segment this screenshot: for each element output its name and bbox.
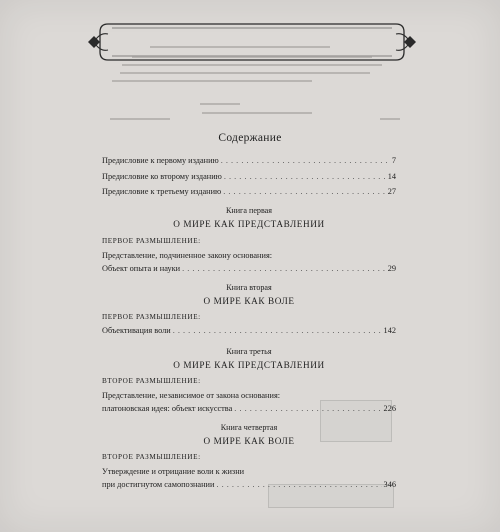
toc-entry-text: при достигнутом самопознании	[102, 480, 215, 489]
toc-entry-text: Объективация воли	[102, 326, 171, 335]
toc-entry-book-3[interactable]	[102, 404, 396, 413]
leader-dots	[234, 404, 381, 413]
toc-entry-preface-1[interactable]	[102, 156, 396, 165]
toc-entry-text: Предисловие к первому изданию	[102, 156, 219, 165]
book-2-section: ПЕРВОЕ РАЗМЫШЛЕНИЕ:	[102, 313, 201, 321]
leader-dots	[223, 187, 385, 196]
leader-dots	[173, 326, 382, 335]
toc-entry-text: Предисловие к третьему изданию	[102, 187, 222, 196]
book-3-label: Книга третья	[226, 347, 272, 356]
book-4-title: О МИРЕ КАК ВОЛЕ	[203, 436, 295, 446]
toc-entry-text: Предисловие ко второму изданию	[102, 172, 222, 181]
leader-dots	[224, 172, 386, 181]
toc-entry-page: 226	[383, 404, 396, 413]
leader-dots	[216, 480, 381, 489]
leader-dots	[182, 264, 386, 273]
toc-entry-book-2[interactable]	[102, 326, 396, 335]
toc-entry-book-1[interactable]	[102, 264, 396, 273]
book-4-section: ВТОРОЕ РАЗМЫШЛЕНИЕ:	[102, 453, 201, 461]
book-2-label: Книга вторая	[226, 283, 272, 292]
page-title: Содержание	[218, 132, 282, 144]
toc-entry-preface-2[interactable]	[102, 172, 396, 181]
toc-entry-page: 14	[387, 172, 396, 181]
toc-entry-book-4[interactable]	[102, 480, 396, 489]
book-3-section: ВТОРОЕ РАЗМЫШЛЕНИЕ:	[102, 377, 201, 385]
toc-entry-page: 29	[387, 264, 396, 273]
toc-entry-page: 7	[391, 156, 396, 165]
book-1-section: ПЕРВОЕ РАЗМЫШЛЕНИЕ:	[102, 237, 201, 245]
toc-entry-page: 142	[383, 326, 396, 335]
book-3-title: О МИРЕ КАК ПРЕДСТАВЛЕНИИ	[173, 360, 325, 370]
toc-entry-text: Объект опыта и науки	[102, 264, 181, 273]
book-4-label: Книга четвертая	[220, 423, 278, 432]
leader-dots	[221, 156, 390, 165]
book-1-title: О МИРЕ КАК ПРЕДСТАВЛЕНИИ	[173, 219, 325, 229]
toc-entry-preface-3[interactable]	[102, 187, 396, 196]
toc-entry-text: платоновская идея: объект искусства	[102, 404, 233, 413]
book-4-subtitle: Утверждение и отрицание воли к жизни	[102, 467, 245, 476]
toc-entry-page: 27	[387, 187, 396, 196]
book-1-subtitle: Представление, подчиненное закону основания:	[102, 251, 273, 260]
book-3-subtitle: Представление, независимое от закона основания:	[102, 391, 281, 400]
toc-entry-page: 346	[383, 480, 396, 489]
book-1-label: Книга первая	[226, 206, 272, 215]
book-2-title: О МИРЕ КАК ВОЛЕ	[203, 296, 295, 306]
